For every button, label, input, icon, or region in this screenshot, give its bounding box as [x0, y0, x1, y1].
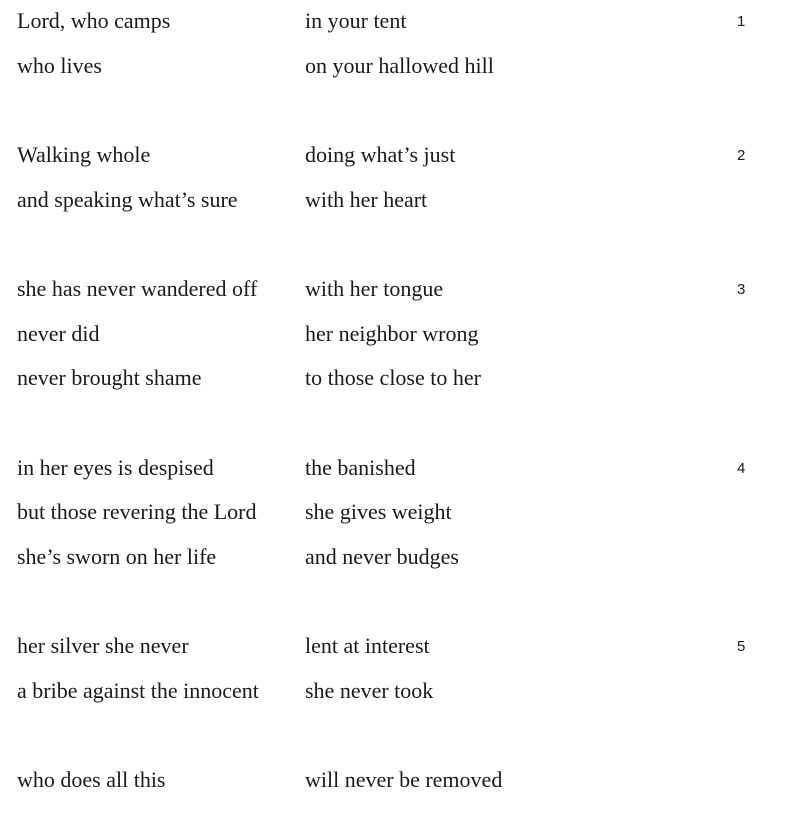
verse-number: 3: [737, 281, 746, 298]
poem-line: [0, 625, 785, 670]
line-second-half: with her heart: [305, 186, 428, 212]
line-second-half: to those close to her: [305, 365, 481, 390]
verse-number: 4: [737, 459, 746, 477]
verse-number: 1: [737, 13, 746, 30]
poem-line: [0, 759, 785, 804]
poem-line: [0, 357, 785, 402]
stanza-3: [0, 268, 785, 402]
line-first-half: but those revering the Lord: [17, 499, 257, 524]
line-second-half: on your hallowed hill: [305, 52, 494, 78]
stanza-gap: [0, 714, 785, 759]
stanza-gap: [0, 89, 785, 134]
poem-line: [0, 0, 785, 45]
line-first-half: she’s sworn on her life: [17, 543, 217, 569]
line-first-half: and speaking what’s sure: [17, 186, 238, 212]
line-second-half: with her tongue: [305, 276, 444, 301]
line-second-half: doing what’s just: [305, 142, 456, 167]
line-first-half: she has never wandered off: [17, 276, 258, 301]
line-first-half: her silver she never: [17, 633, 189, 658]
poem-line: [0, 670, 785, 715]
stanza-5: [0, 625, 785, 714]
poem-line: [0, 313, 785, 358]
line-first-half: in her eyes is despised: [17, 454, 214, 480]
stanza-1: [0, 0, 785, 89]
line-first-half: Walking whole: [17, 142, 151, 167]
poem-line: [0, 491, 785, 536]
line-second-half: she gives weight: [305, 499, 452, 524]
poem-line: [0, 45, 785, 90]
line-first-half: a bribe against the innocent: [17, 677, 259, 703]
verse-number: 2: [737, 147, 746, 164]
stanza-gap: [0, 580, 785, 625]
line-second-half: the banished: [305, 454, 416, 480]
line-second-half: will never be removed: [305, 767, 503, 792]
verse-number: 5: [737, 638, 746, 655]
line-second-half: her neighbor wrong: [305, 320, 479, 346]
line-first-half: Lord, who camps: [17, 8, 171, 33]
line-first-half: who does all this: [17, 767, 166, 792]
poem-line: [0, 268, 785, 313]
stanza-closing: [0, 759, 785, 804]
poem-line: [0, 134, 785, 179]
poem-line: [0, 536, 785, 581]
line-second-half: in your tent: [305, 8, 407, 33]
stanza-4: [0, 447, 785, 581]
poem-line: [0, 179, 785, 224]
line-first-half: never brought shame: [17, 365, 202, 390]
line-second-half: lent at interest: [305, 633, 430, 658]
line-first-half: never did: [17, 320, 100, 346]
stanza-gap: [0, 223, 785, 268]
line-second-half: she never took: [305, 677, 434, 703]
poem-line: [0, 447, 785, 492]
stanza-2: [0, 134, 785, 223]
line-first-half: who lives: [17, 52, 102, 78]
line-second-half: and never budges: [305, 543, 459, 569]
stanza-gap: [0, 402, 785, 447]
